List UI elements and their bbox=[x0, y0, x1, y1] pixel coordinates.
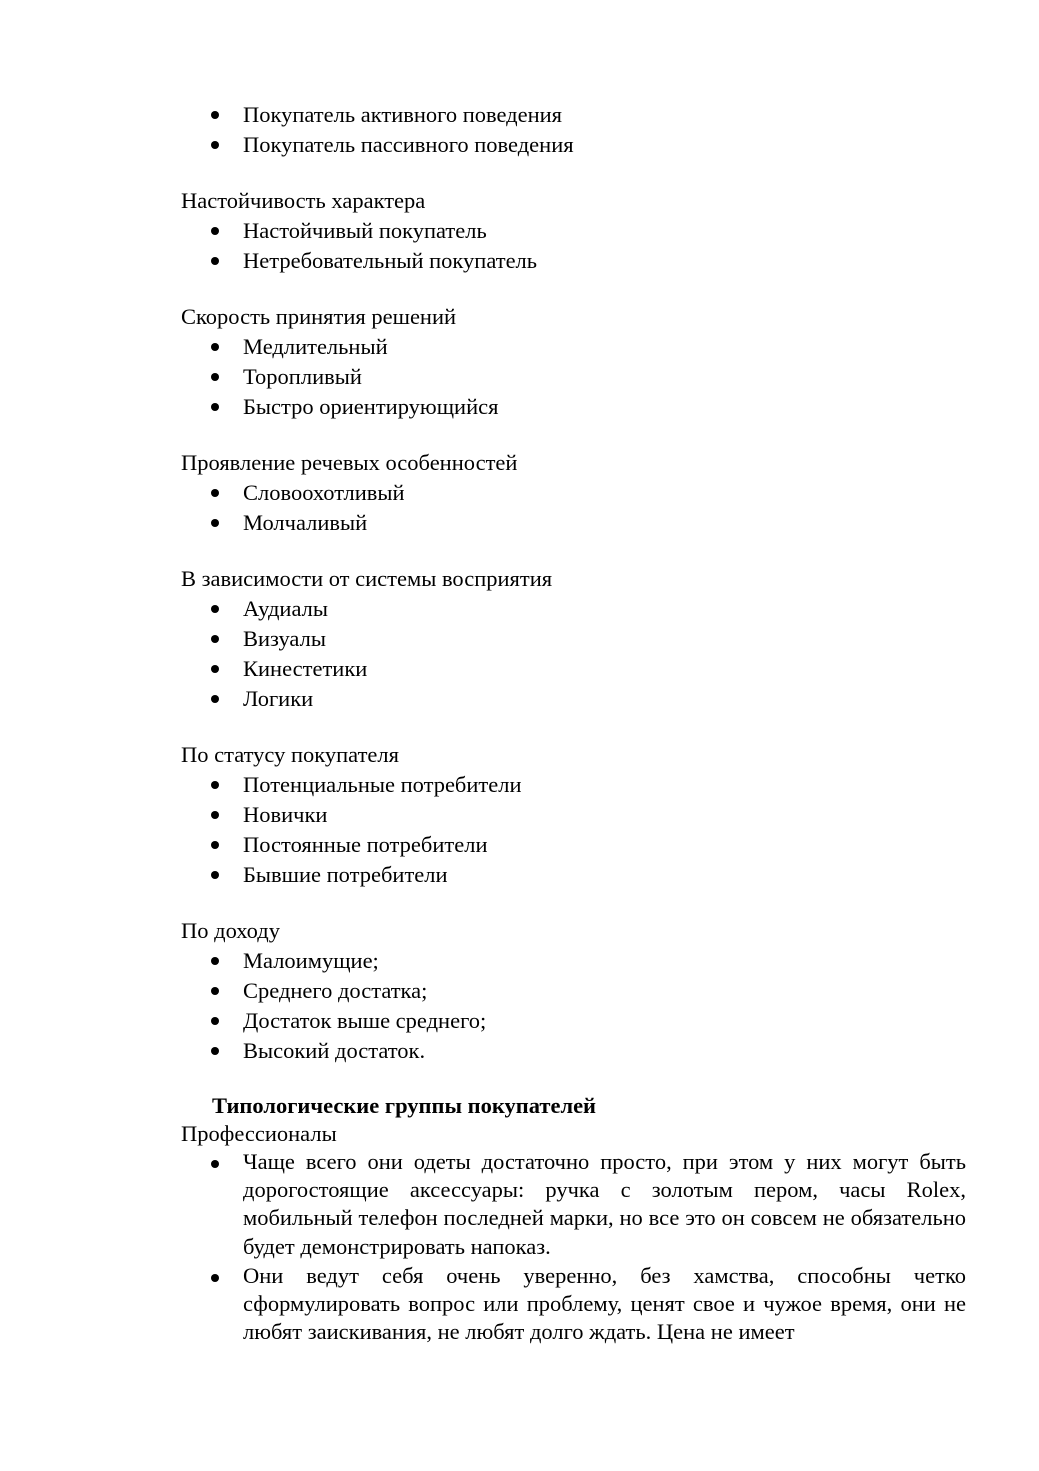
section-title: Настойчивость характера bbox=[181, 188, 426, 213]
list-item bbox=[181, 976, 966, 1006]
bullet-icon bbox=[211, 695, 219, 703]
list-item bbox=[181, 830, 966, 860]
list-item bbox=[181, 860, 966, 890]
bullet-icon bbox=[211, 257, 219, 265]
bullet-icon bbox=[211, 1017, 219, 1025]
bullet-icon bbox=[211, 871, 219, 879]
list-item bbox=[181, 946, 966, 976]
list-item-text: Медлительный bbox=[243, 334, 388, 359]
bullet-icon bbox=[211, 519, 219, 527]
bullet-icon bbox=[211, 111, 219, 119]
bullet-icon bbox=[211, 227, 219, 235]
bullet-list-behavior bbox=[181, 100, 966, 160]
bullet-icon bbox=[211, 1047, 219, 1055]
list-item-text: Покупатель пассивного поведения bbox=[243, 132, 574, 157]
list-item-text: Молчаливый bbox=[243, 510, 368, 535]
list-item bbox=[181, 332, 966, 362]
list-item bbox=[181, 800, 966, 830]
list-item bbox=[181, 246, 966, 276]
list-item-text: Новички bbox=[243, 802, 328, 827]
typology-paragraph-list bbox=[181, 1148, 966, 1346]
list-item-text: Бывшие потребители bbox=[243, 862, 448, 887]
bullet-icon bbox=[211, 957, 219, 965]
list-item bbox=[181, 362, 966, 392]
bullet-list bbox=[181, 216, 966, 276]
spacer bbox=[181, 276, 966, 302]
bullet-icon bbox=[211, 141, 219, 149]
bullet-list bbox=[181, 332, 966, 422]
bullet-list bbox=[181, 594, 966, 714]
spacer bbox=[181, 1066, 966, 1092]
paragraph-item bbox=[181, 1262, 966, 1347]
list-item-text: Нетребовательный покупатель bbox=[243, 248, 538, 273]
list-item bbox=[181, 216, 966, 246]
list-item bbox=[181, 1036, 966, 1066]
bullet-icon bbox=[211, 1160, 219, 1168]
list-item-text: Потенциальные потребители bbox=[243, 772, 522, 797]
list-item-text: Высокий достаток. bbox=[243, 1038, 426, 1063]
list-item bbox=[181, 508, 966, 538]
bullet-icon bbox=[211, 605, 219, 613]
bullet-list bbox=[181, 770, 966, 890]
bullet-icon bbox=[211, 987, 219, 995]
section-title: По статусу покупателя bbox=[181, 742, 399, 767]
list-item-text: Малоимущие; bbox=[243, 948, 379, 973]
list-item-text: Быстро ориентирующийся bbox=[243, 394, 499, 419]
list-item bbox=[181, 654, 966, 684]
list-item-text: Среднего достатка; bbox=[243, 978, 428, 1003]
bullet-icon bbox=[211, 373, 219, 381]
bullet-list bbox=[181, 478, 966, 538]
list-item bbox=[181, 100, 966, 130]
paragraph-item bbox=[181, 1148, 966, 1261]
list-item-text: Словоохотливый bbox=[243, 480, 405, 505]
list-item-text: Логики bbox=[243, 686, 314, 711]
paragraph-text: Чаще всего они одеты достаточно просто, при этом у них могут быть дорогостоящие аксессуары: ручка с золотым пером, часы Rolex, мобильный телефон последней марки, но все это он совсем не обязательно будет демонстрировать напоказ. bbox=[243, 1149, 966, 1259]
bullet-icon bbox=[211, 343, 219, 351]
list-item-text: Достаток выше среднего; bbox=[243, 1008, 487, 1033]
list-item bbox=[181, 392, 966, 422]
spacer bbox=[181, 160, 966, 186]
list-item-text: Торопливый bbox=[243, 364, 362, 389]
list-item-text: Кинестетики bbox=[243, 656, 368, 681]
spacer bbox=[181, 714, 966, 740]
list-item bbox=[181, 770, 966, 800]
list-item-text: Аудиалы bbox=[243, 596, 328, 621]
spacer bbox=[181, 422, 966, 448]
bullet-icon bbox=[211, 489, 219, 497]
spacer bbox=[181, 890, 966, 916]
bullet-icon bbox=[211, 781, 219, 789]
bullet-icon bbox=[211, 403, 219, 411]
document-content bbox=[181, 100, 966, 1347]
bullet-icon bbox=[211, 811, 219, 819]
list-item-text: Визуалы bbox=[243, 626, 326, 651]
typology-subheading: Профессионалы bbox=[181, 1121, 337, 1146]
section-title: Проявление речевых особенностей bbox=[181, 450, 518, 475]
bullet-list bbox=[181, 946, 966, 1066]
list-item bbox=[181, 594, 966, 624]
list-item bbox=[181, 684, 966, 714]
typology-heading: Типологические группы покупателей bbox=[212, 1093, 597, 1118]
paragraph-text: Они ведут себя очень уверенно, без хамства, способны четко сформулировать вопрос или проблему, ценят свое и чужое время, они не любят заискивания, не любят долго ждать. Цена не имеет bbox=[243, 1262, 966, 1345]
list-item-text: Покупатель активного поведения bbox=[243, 102, 563, 127]
list-item bbox=[181, 130, 966, 160]
spacer bbox=[181, 538, 966, 564]
section-title: По доходу bbox=[181, 918, 280, 943]
list-item-text: Постоянные потребители bbox=[243, 832, 488, 857]
list-item bbox=[181, 624, 966, 654]
list-item bbox=[181, 1006, 966, 1036]
bullet-icon bbox=[211, 841, 219, 849]
section-title: Скорость принятия решений bbox=[181, 304, 457, 329]
bullet-icon bbox=[211, 635, 219, 643]
section-title: В зависимости от системы восприятия bbox=[181, 566, 553, 591]
bullet-icon bbox=[211, 665, 219, 673]
bullet-icon bbox=[211, 1274, 219, 1282]
list-item-text: Настойчивый покупатель bbox=[243, 218, 487, 243]
list-item bbox=[181, 478, 966, 508]
